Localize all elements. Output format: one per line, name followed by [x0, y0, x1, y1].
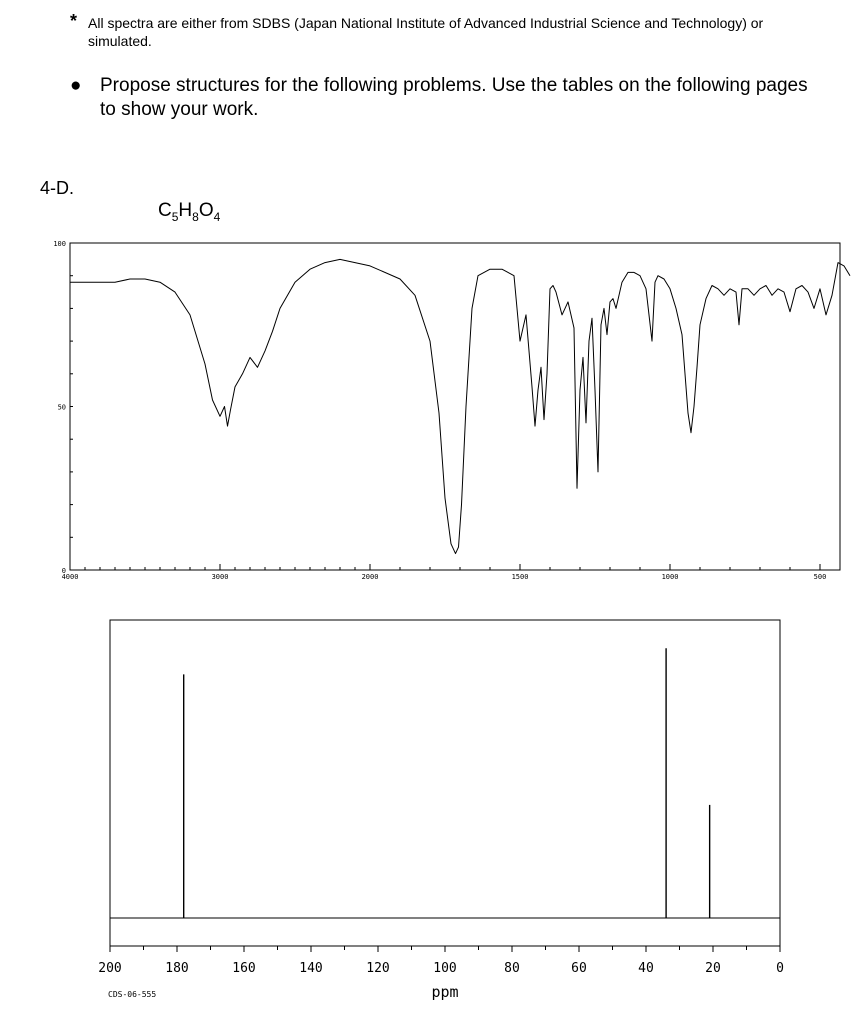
formula-subscript: 8 — [192, 209, 199, 224]
bullet-icon: ● — [70, 75, 82, 96]
nmr-x-tick-label: 0 — [776, 961, 784, 976]
nmr-x-tick-label: 200 — [98, 961, 122, 976]
formula-element: O — [198, 200, 214, 221]
nmr-plot-frame — [110, 620, 780, 946]
nmr-x-tick-label: 60 — [571, 961, 587, 976]
ir-x-tick-label: 500 — [813, 573, 827, 581]
problem-label: 4-D. — [40, 178, 75, 198]
nmr-x-tick-label: 20 — [705, 961, 721, 976]
nmr-x-tick-label: 100 — [433, 961, 457, 976]
ir-x-tick-label: 1500 — [511, 573, 529, 581]
nmr-caption: CDS-06-555 — [108, 990, 157, 999]
formula-subscript: 4 — [213, 209, 221, 224]
nmr-x-axis-label: ppm — [431, 983, 459, 1001]
instruction-text: Propose structures for the following problems. Use the tables on the following pages to show your work. — [100, 75, 808, 120]
nmr-x-tick-label: 160 — [232, 961, 256, 976]
formula-subscript: 5 — [171, 209, 179, 224]
source-note-text: All spectra are either from SDBS (Japan National Institute of Advanced Industrial Science and Technology) or simulated. — [88, 15, 764, 49]
ir-y-tick-label: 100 — [53, 240, 66, 248]
nmr-x-tick-label: 180 — [165, 961, 189, 976]
ir-x-tick-label: 1000 — [661, 573, 679, 581]
nmr-x-tick-label: 80 — [504, 961, 520, 976]
ir-x-tick-label: 4000 — [61, 573, 79, 581]
nmr-x-tick-label: 120 — [366, 961, 390, 976]
ir-x-tick-label: 3000 — [211, 573, 229, 581]
ir-y-tick-label: 50 — [57, 403, 66, 412]
nmr-x-tick-label: 140 — [299, 961, 323, 976]
nmr-x-tick-label: 40 — [638, 961, 654, 976]
ir-y-tick-label: 0 — [61, 567, 66, 575]
formula-element: H — [178, 200, 193, 221]
asterisk: * — [70, 11, 78, 31]
ir-x-tick-label: 2000 — [361, 573, 379, 581]
formula-element: C — [158, 200, 172, 221]
